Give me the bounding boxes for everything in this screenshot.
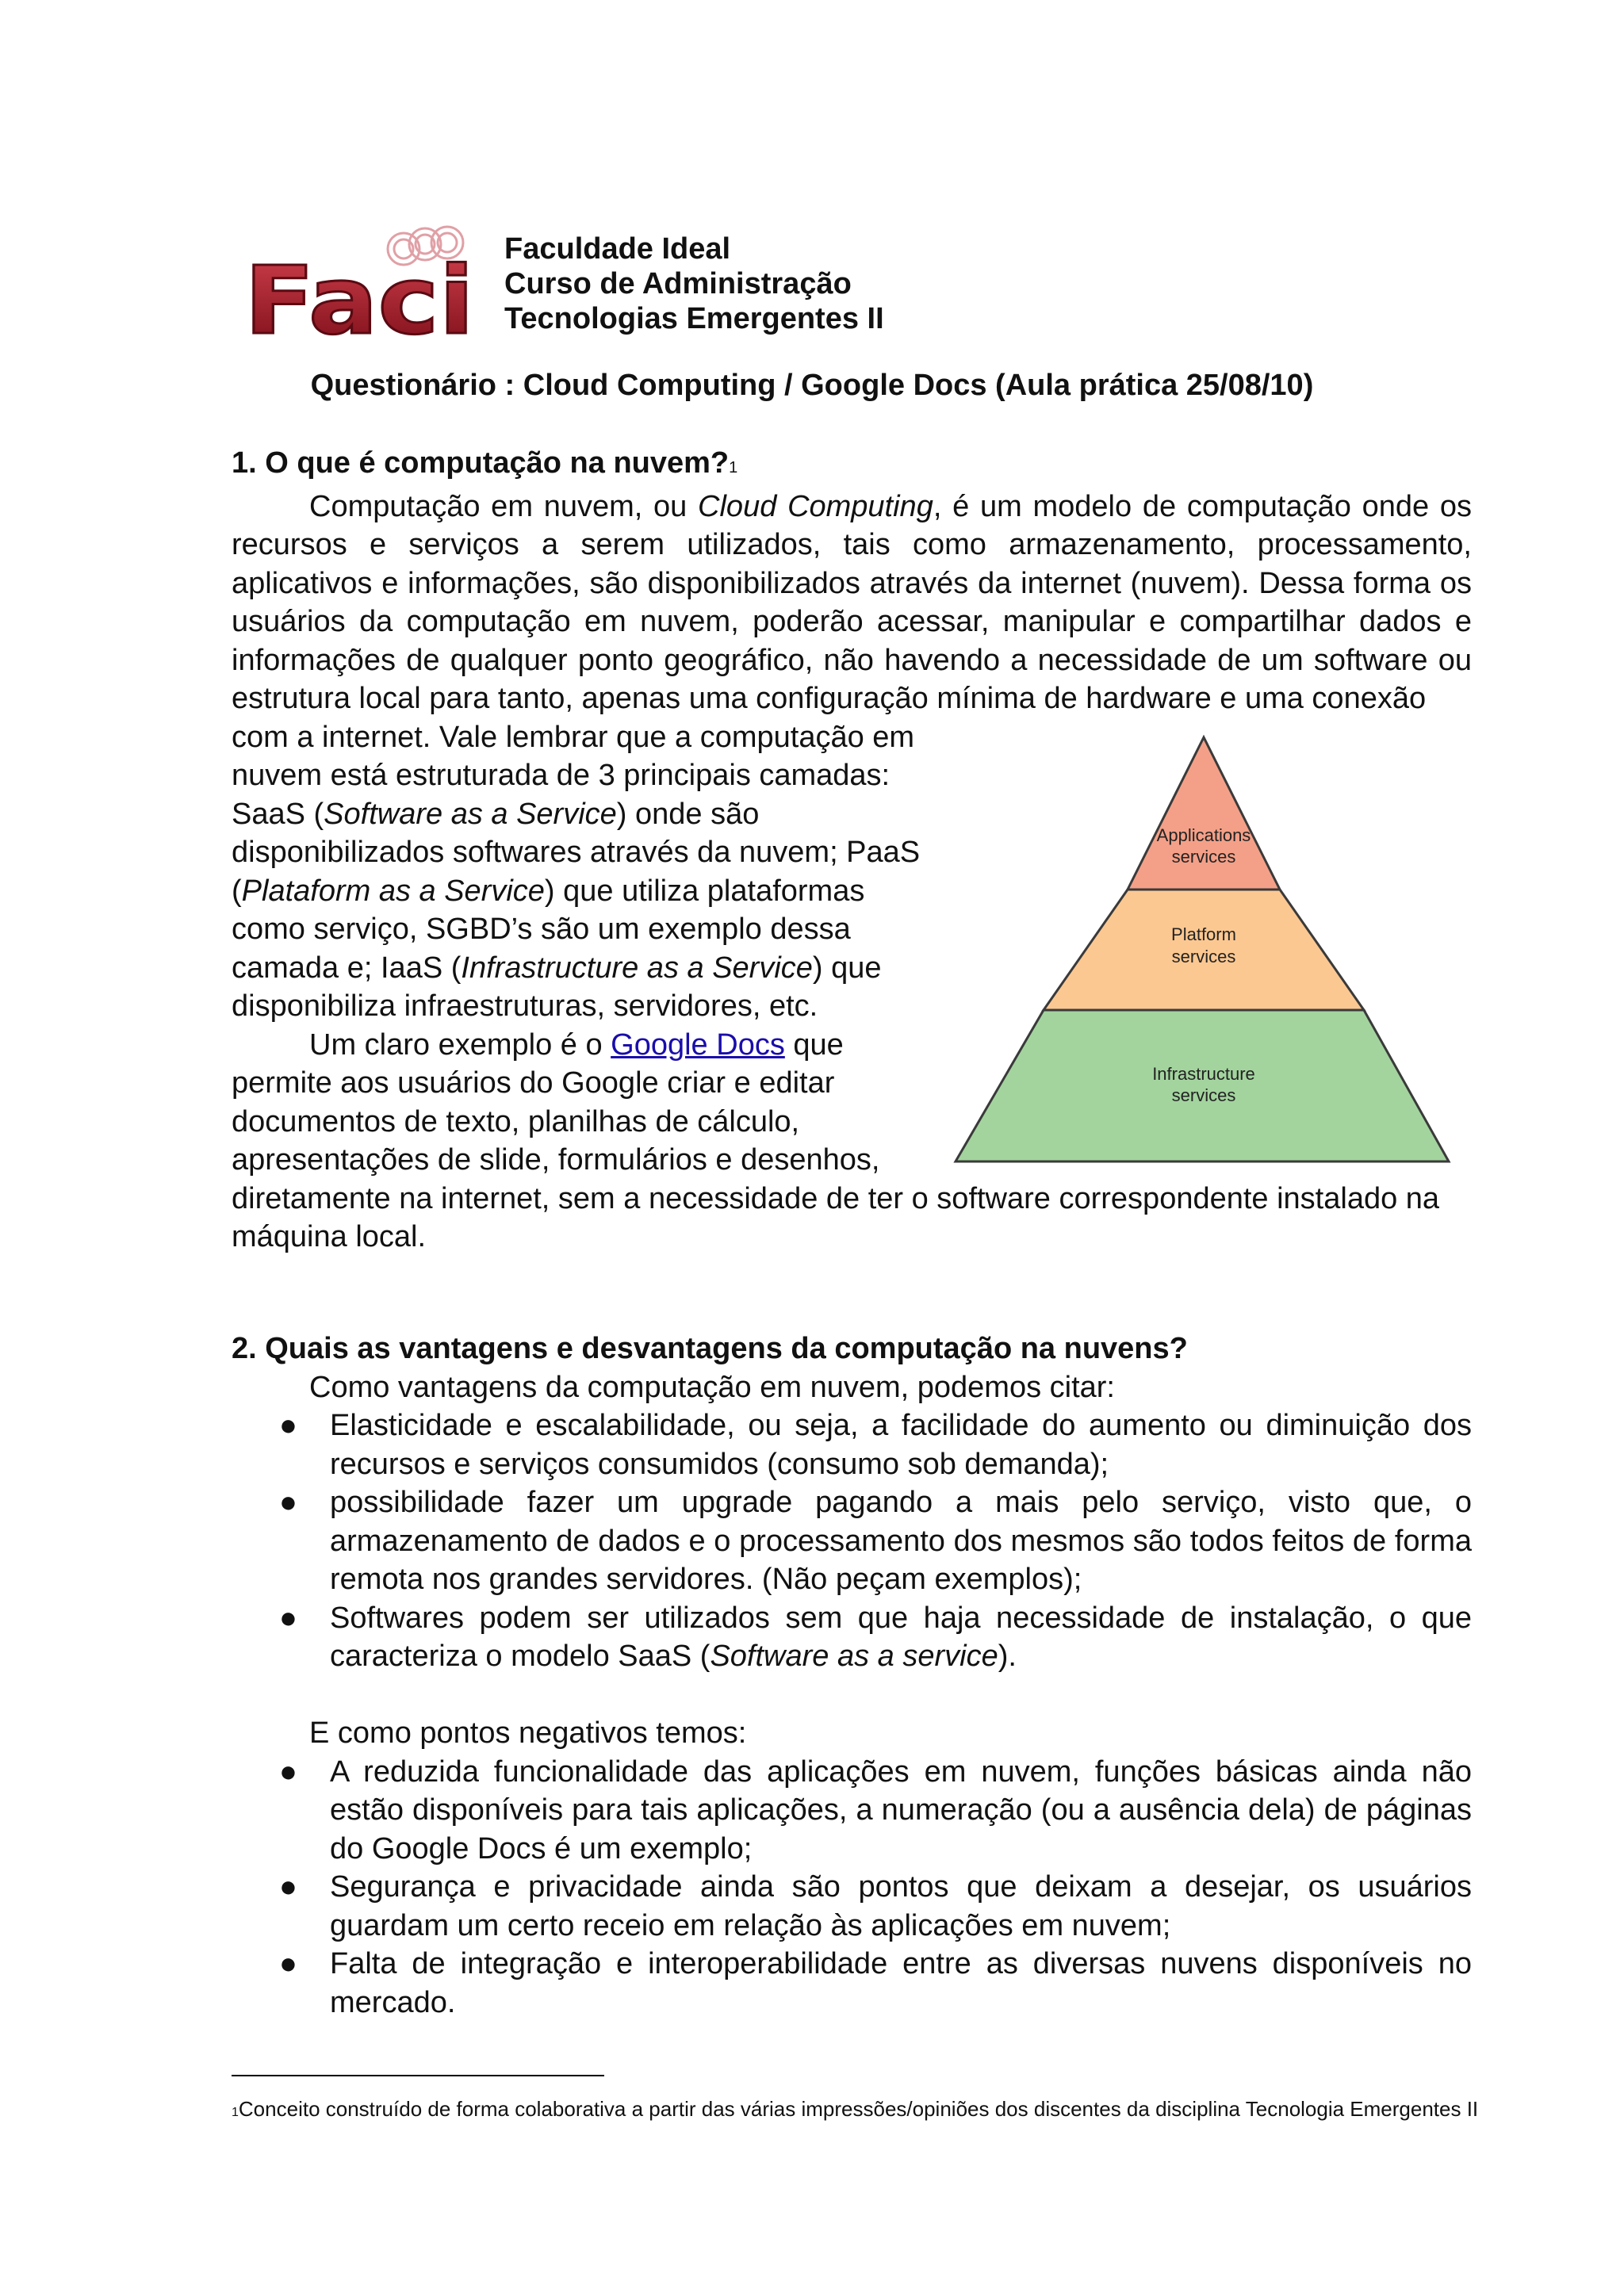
- q1-line: disponibiliza infraestruturas, servidores, etc.: [232, 989, 818, 1023]
- applications-label-2: services: [1171, 847, 1236, 867]
- list-item: ● A reduzida funcionalidade das aplicações em nuvem, funções básicas ainda não estão disponíveis para tais aplicações, a numeração (ou a ausência dela) de páginas do Google Docs é um exemplo;: [232, 1753, 1472, 1869]
- advantages-list: [232, 1406, 1472, 1676]
- disadvantages-list: [232, 1753, 1472, 2022]
- platform-label-2: services: [1171, 947, 1236, 966]
- list-item: ● possibilidade fazer um upgrade pagando a mais pelo serviço, visto que, o armazenamento de dados e o processamento dos mesmos são todos feitos de forma remota nos grandes servidores. (Não peçam exemplos);: [232, 1483, 1472, 1599]
- q1-line: disponibilizados softwares através da nuvem; PaaS: [232, 836, 921, 869]
- bullet-icon: ●: [279, 1755, 297, 1789]
- google-docs-link[interactable]: Google Docs: [611, 1027, 785, 1062]
- footnote: [232, 2091, 1500, 2130]
- q1-line: camada e; IaaS (Infrastructure as a Service) que: [232, 951, 882, 985]
- institution-name: Faculdade Ideal: [504, 232, 731, 266]
- infrastructure-label-2: services: [1171, 1085, 1236, 1105]
- list-item: ● Elasticidade e escalabilidade, ou seja, a facilidade do aumento ou diminuição dos recursos e serviços consumidos (consumo sob demanda);: [232, 1406, 1472, 1483]
- q1-line: (Plataform as a Service) que utiliza plataformas: [232, 874, 865, 908]
- bullet-icon: ●: [279, 1409, 297, 1442]
- bullet-icon: ●: [279, 1870, 297, 1904]
- q1-line: com a internet. Vale lembrar que a computação em: [232, 720, 915, 754]
- question-1-heading: 1. O que é computação na nuvem?1: [232, 446, 738, 480]
- list-item: ● Falta de integração e interoperabilidade entre as diversas nuvens disponíveis no mercado.: [232, 1945, 1472, 2022]
- page-title: Questionário : Cloud Computing / Google Docs (Aula prática 25/08/10): [310, 369, 1314, 402]
- disadvantages-intro: E como pontos negativos temos:: [309, 1716, 747, 1750]
- cloud-layers-pyramid: [952, 733, 1456, 1165]
- infrastructure-label-1: Infrastructure: [1152, 1064, 1255, 1084]
- applications-label-1: Applications: [1156, 825, 1251, 845]
- q1-line: documentos de texto, planilhas de cálculo,: [232, 1104, 800, 1138]
- footnote-text: Conceito construído de forma colaborativa a partir das várias impressões/opiniões dos discentes da disciplina Tecnologia Emergentes II: [238, 2097, 1479, 2121]
- footnote-ref: 1: [729, 459, 738, 476]
- advantages-intro: Como vantagens da computação em nuvem, podemos citar:: [309, 1370, 1115, 1404]
- bullet-icon: ●: [279, 1601, 297, 1635]
- logo-text: Faci: [244, 246, 474, 342]
- pyramid-applications-layer: [1128, 737, 1280, 890]
- bullet-icon: ●: [279, 1486, 297, 1519]
- q1-line: como serviço, SGBD’s são um exemplo dessa: [232, 913, 851, 946]
- platform-label-1: Platform: [1171, 924, 1236, 944]
- q1-line: Um claro exemplo é o Google Docs que: [309, 1027, 844, 1062]
- q1-line: diretamente na internet, sem a necessidade de ter o software correspondente instalado na: [232, 1181, 1440, 1215]
- institution-header: [504, 232, 884, 336]
- list-item: ● Softwares podem ser utilizados sem que haja necessidade de instalação, o que caracteriza o modelo SaaS (Software as a service).: [232, 1599, 1472, 1676]
- footnote-separator: [232, 2075, 604, 2076]
- q1-line: permite aos usuários do Google criar e editar: [232, 1066, 835, 1100]
- bullet-icon: ●: [279, 1947, 297, 1980]
- question-1-paragraph: Computação em nuvem, ou Cloud Computing, é um modelo de computação onde os recursos e serviços a serem utilizados, tais como armazenamento, processamento, aplicativos e informações, são disponibilizados através da internet (nuvem). Dessa forma os usuários da computação em nuvem, poderão acessar, manipular e compartilhar dados e informações de qualquer ponto geográfico, não havendo a necessidade de um software ou estrutura local para tanto, apenas uma configuração mínima de hardware e uma conexão: [232, 489, 1472, 715]
- q1-line: máquina local.: [232, 1220, 427, 1253]
- list-item: ● Segurança e privacidade ainda são pontos que deixam a desejar, os usuários guardam um certo receio em relação às aplicações em nuvem;: [232, 1868, 1472, 1945]
- q1-line: apresentações de slide, formulários e desenhos,: [232, 1143, 880, 1177]
- footnote-mark: 1: [232, 2106, 239, 2119]
- spacer: [232, 1676, 1472, 1715]
- q1-line: nuvem está estruturada de 3 principais camadas:: [232, 759, 891, 792]
- question-2-heading: 2. Quais as vantagens e desvantagens da computação na nuvens?: [232, 1332, 1188, 1365]
- question-2-section: [232, 1330, 1472, 2022]
- subject-name: Tecnologias Emergentes II: [504, 302, 884, 335]
- q1-line: SaaS (Software as a Service) onde são: [232, 797, 760, 831]
- course-name: Curso de Administração: [504, 267, 852, 300]
- faci-logo: [241, 225, 479, 342]
